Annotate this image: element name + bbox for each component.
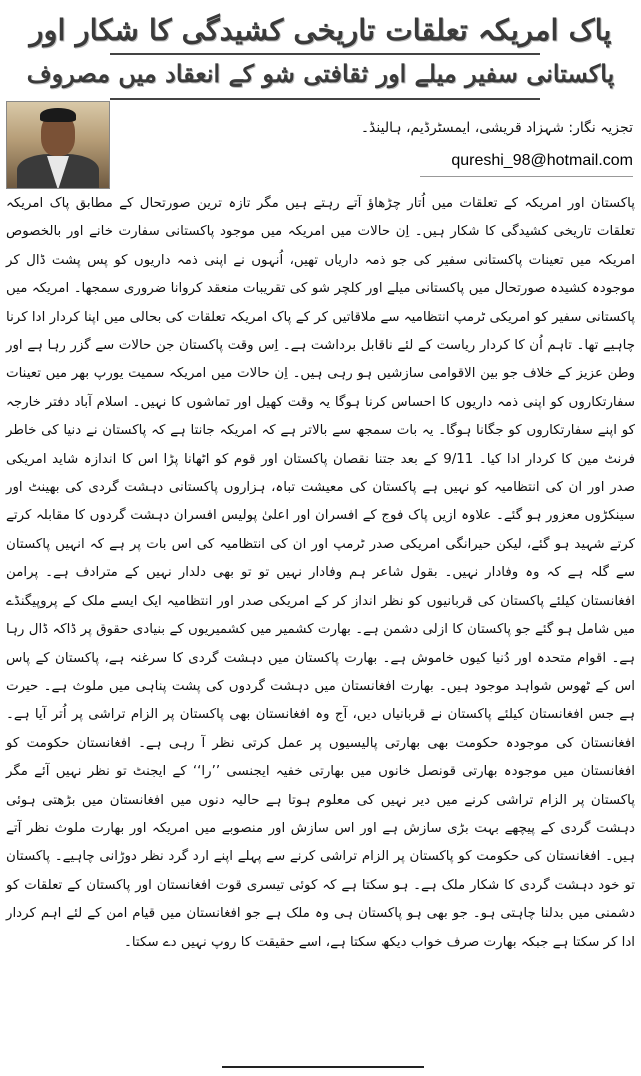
headline-underline-2 xyxy=(110,98,540,100)
email-divider xyxy=(420,176,633,177)
author-photo xyxy=(6,101,110,189)
headline-line-1: پاک امریکہ تعلقات تاریخی کشیدگی کا شکار اور xyxy=(29,13,612,47)
author-byline: تجزیہ نگار: شہزاد قریشی، ایمسٹرڈیم، ہالینڈ۔ xyxy=(360,120,633,136)
headline-line-2: پاکستانی سفیر میلے اور ثقافتی شو کے انعقاد میں مصروف xyxy=(26,59,615,88)
article-end-rule xyxy=(222,1066,424,1068)
article-paragraph: پاکستان اور امریکہ کے تعلقات میں اُتار چڑھاؤ آتے رہتے ہیں مگر تازہ ترین صورتحال کے مطابق پاک امریکہ تعلقات تاریخی کشیدگی کا شکار ہیں۔ اِن حالات میں امریکہ میں موجود پاکستانی سفارت خانے اور بالخصوص امریکہ میں تعینات پاکستانی سفیر کی جو ذمہ داریاں تھیں، اُنہوں نے اپنی ذمہ داریوں کو پس پشت ڈال کر موجودہ کشیدہ صورتحال میں پاکستانی میلے اور کلچر شو کی تقریبات منعقد کروانا ضروری سمجھا۔ امریکہ میں پاکستانی سفیر کو امریکی ٹرمپ انتظامیہ سے ملاقاتیں کر کے پاک امریکہ تعلقات کی بحالی میں اپنا کردار ادا کرنا چاہیے تھا۔ تاہم اُن کا کردار ریاست کے لئے ناقابل برداشت ہے۔ اِس وقت پاکستان جن حالات سے گزر رہا ہے اور وطن عزیز کے خلاف جو بین الاقوامی سازشیں ہو رہی ہیں۔ اِن حالات میں امریکہ سمیت یورپ بھر میں تعینات سفارتکاروں کو اپنی ذمہ داریوں کا احساس کرنا ہوگا یہ وقت کھیل اور تماشوں کا نہیں۔ اسلام آباد دفتر خارجہ کو اپنے سفارتکاروں کو جگانا ہوگا۔ یہ بات سمجھ سے بالاتر ہے کہ امریکہ جانتا ہے کہ پاکستان نے دنیا کی خاطر فرنٹ مین کا کردار ادا کیا۔ 9/11 کے بعد جتنا نقصان پاکستان اور قوم کو اٹھانا پڑا اس کا اندازہ شاید امریکی صدر اور ان کی انتظامیہ کو نہیں ہے پاکستان کی معیشت تباہ، ہزاروں پاکستانی دہشت گردی کی بھینٹ اور سینکڑوں معزور ہو گئے۔ علاوہ ازیں پاک فوج کے افسران اور اعلیٰ پولیس افسران دہشت گردوں کا مقابلہ کرتے کرتے شہید ہو گئے، لیکن حیرانگی امریکی صدر ٹرمپ اور ان کی انتظامیہ کی اس بات پر ہے کہ انہیں پاکستان سے گلہ ہے کہ وہ وفادار نہیں۔ بقول شاعر ہم وفادار نہیں تو تو بھی دلدار نہیں کے مترادف ہے۔ پرامن افغانستان کیلئے پاکستان کی قربانیوں کو نظر انداز کر کے امریکی صدر اور انتظامیہ ایک ایسے ملک کے پروپیگنڈے میں شامل ہو گئے جو پاکستان کا ازلی دشمن ہے۔ بھارت کشمیر میں کشمیریوں کے بنیادی حقوق پر ڈاکہ ڈال رہا ہے۔ اقوام متحدہ اور دُنیا کیوں خاموش ہے۔ بھارت پاکستان میں دہشت گردی کا سرغنہ ہے، پاکستان کے پاس اس کے ٹھوس شواہد موجود ہیں۔ بھارت افغانستان میں دہشت گردوں کی پشت پناہی میں ملوث ہے۔ حیرت ہے جس افغانستان کیلئے پاکستان نے قربانیاں دیں، آج وہ افغانستان بھی پاکستان پر الزام تراشی پر اُتر آیا ہے۔ افغانستان کی موجودہ حکومت بھی بھارتی پالیسیوں پر عمل کرتی نظر آ رہی ہے۔ افغانستان حکومت کو افغانستان میں موجودہ بھارتی قونصل خانوں میں بھارتی خفیہ ایجنسی ’’را‘‘ کے ایجنٹ تو نظر نہیں آئے مگر پاکستان پر الزام تراشی کرنے میں دیر نہیں کی معلوم ہوتا ہے حالیہ دنوں میں افغانستان میں بڑھتی ہوئی دہشت گردی کے پیچھے بہت بڑی سازش ہے اور اس سازش اور منصوبے میں امریکہ اور بھارت ملوث نظر آتے ہیں۔ افغانستان کی حکومت کو پاکستان پر الزام تراشی کرنے سے پہلے اپنے ارد گرد نظر دوڑانی چاہیے۔ پاکستان تو خود دہشت گردی کا شکار ملک ہے۔ ہو سکتا ہے کہ کوئی تیسری قوت افغانستان اور پاکستان کے تعلقات کو دشمنی میں بدلنا چاہتی ہو۔ جو بھی ہو پاکستان ہی وہ ملک ہے جو افغانستان میں قیام امن کے لئے اہم کردار ادا کر سکتا ہے جبکہ بھارت صرف خواب دیکھ سکتا ہے، اسے حقیقت کا روپ نہیں دے سکتا۔ xyxy=(6,196,635,950)
author-email: qureshi_98@hotmail.com xyxy=(451,152,633,169)
headline xyxy=(20,8,621,96)
headline-underline-1 xyxy=(110,53,540,55)
author-photo-hair xyxy=(40,108,76,122)
article-body xyxy=(6,190,635,957)
